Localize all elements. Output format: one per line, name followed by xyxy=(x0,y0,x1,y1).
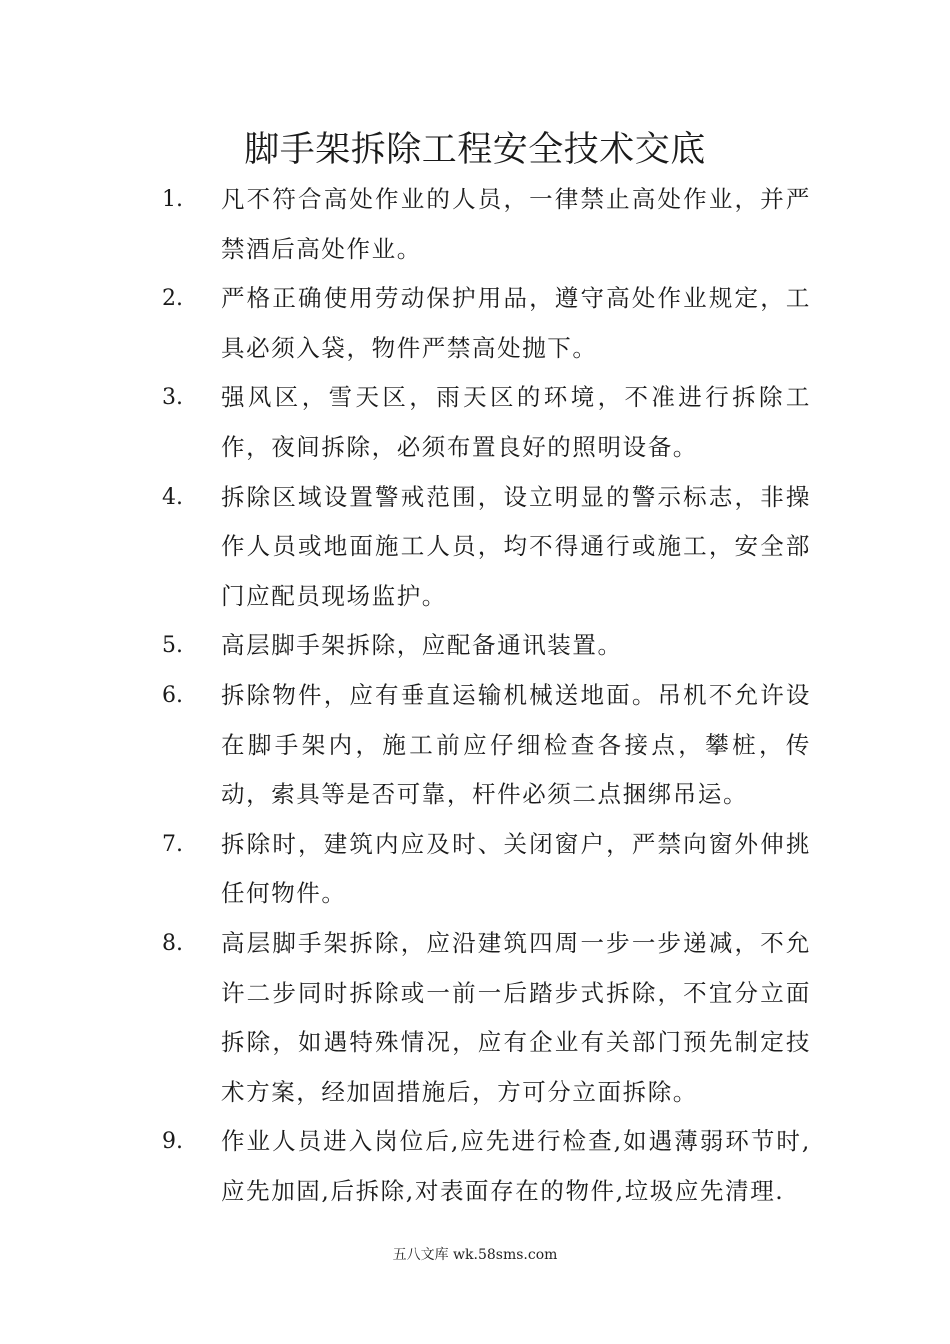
list-item xyxy=(0,175,950,274)
item-number: 4. xyxy=(162,484,183,510)
item-number: 8. xyxy=(162,930,183,956)
item-text: 严格正确使用劳动保护用品，遵守高处作业规定，工具必须入袋，物件严禁高处抛下。 xyxy=(221,284,811,362)
list-item xyxy=(0,473,950,622)
item-number: 6. xyxy=(162,682,183,708)
list-item xyxy=(0,820,950,919)
item-text: 凡不符合高处作业的人员，一律禁止高处作业，并严禁酒后高处作业。 xyxy=(221,185,811,263)
item-text: 拆除区域设置警戒范围，设立明显的警示标志，非操作人员或地面施工人员，均不得通行或施工，安全部门应配员现场监护。 xyxy=(221,482,811,610)
item-number: 2. xyxy=(162,286,183,312)
list-item xyxy=(0,274,950,373)
item-text: 拆除时，建筑内应及时、关闭窗户，严禁向窗外伸挑任何物件。 xyxy=(221,829,811,908)
instruction-list xyxy=(0,175,950,1216)
item-number: 9. xyxy=(162,1129,183,1155)
item-text: 高层脚手架拆除，应配备通讯装置。 xyxy=(221,631,623,660)
list-item xyxy=(0,373,950,472)
item-number: 5. xyxy=(162,633,183,659)
item-number: 1. xyxy=(162,187,183,212)
document-title: 脚手架拆除工程安全技术交底 xyxy=(244,130,706,170)
item-text: 高层脚手架拆除，应沿建筑四周一步一步递减，不允许二步同时拆除或一前一后踏步式拆除，不宜分立面拆除，如遇特殊情况，应有企业有关部门预先制定技术方案，经加固措施后，方可分立面拆除。 xyxy=(221,928,811,1106)
list-item xyxy=(0,1117,950,1216)
item-text: 强风区，雪天区，雨天区的环境，不准进行拆除工作，夜间拆除，必须布置良好的照明设备。 xyxy=(221,383,811,461)
item-number: 3. xyxy=(162,385,183,411)
item-text: 作业人员进入岗位后,应先进行检查,如遇薄弱环节时,应先加固,后拆除,对表面存在的物件,垃圾应先清理. xyxy=(221,1127,811,1205)
footer-watermark: 五八文库 wk.58sms.com xyxy=(392,1247,558,1263)
item-number: 7. xyxy=(162,831,183,857)
list-item xyxy=(0,621,950,671)
item-text: 拆除物件，应有垂直运输机械送地面。吊机不允许设在脚手架内，施工前应仔细检查各接点，攀桩，传动，索具等是否可靠，杆件必须二点捆绑吊运。 xyxy=(221,680,811,809)
list-item xyxy=(0,919,950,1117)
list-item xyxy=(0,671,950,820)
